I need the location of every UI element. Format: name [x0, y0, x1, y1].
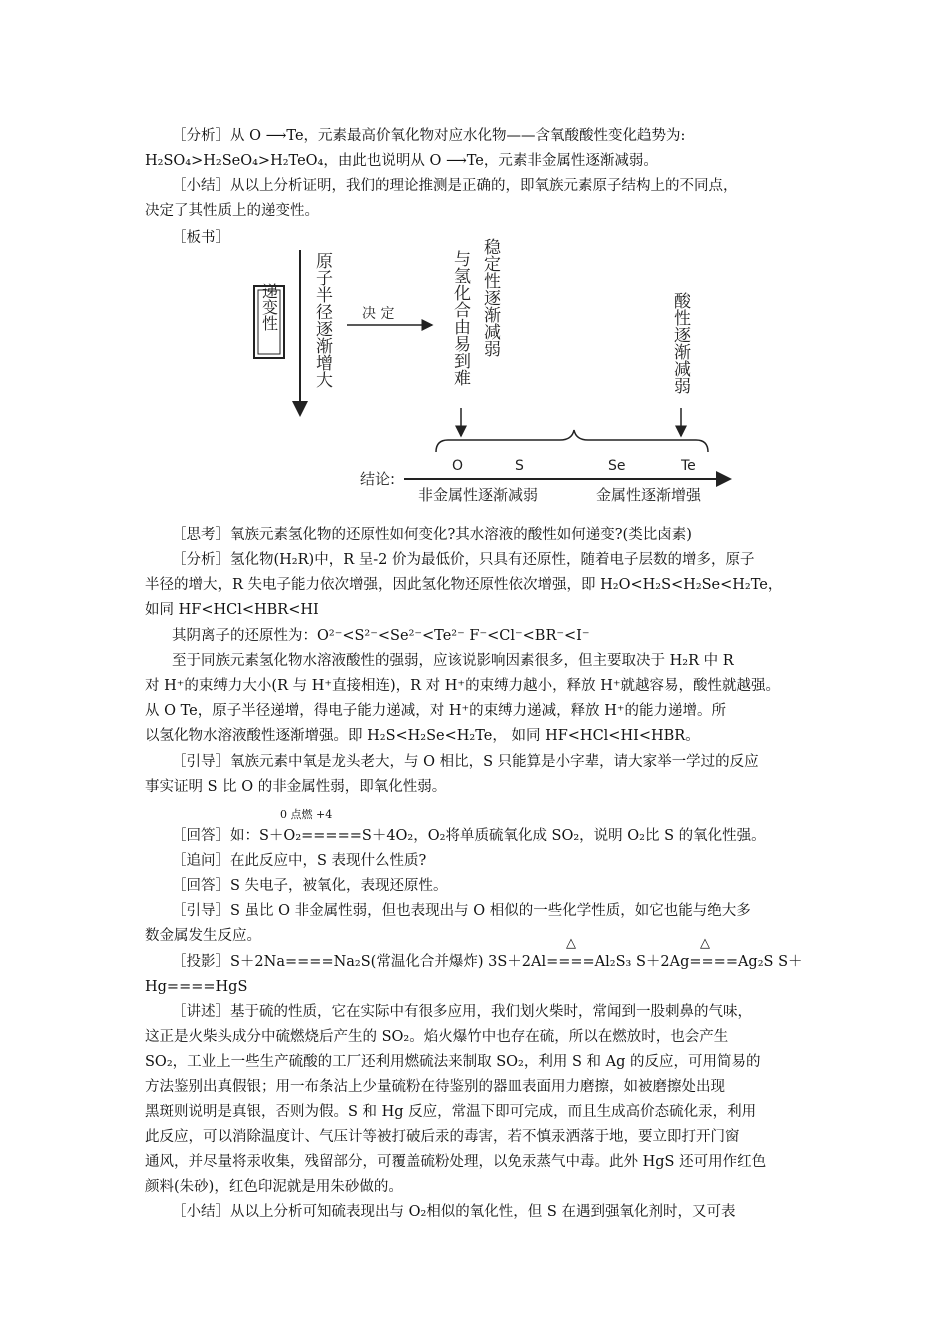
text-line: 对 H⁺的束缚力大小(R 与 H⁺直接相连)，R 对 H⁺的束缚力越小，释放 H⁺就越容易，酸性就越强。 [145, 678, 780, 694]
oxidation-labels: 0 点燃 +4 [280, 808, 333, 821]
element-te: Te [681, 458, 696, 474]
nonmetal-label: 非金属性逐渐减弱 [418, 486, 539, 504]
text-line: ［引导］S 虽比 O 非金属性弱，但也表现出与 O 相似的一些化学性质，如它也能与绝大多 [172, 903, 751, 919]
conclusion-label: 结论: [360, 470, 396, 488]
text-line: 颜料(朱砂)，红色印泥就是用朱砂做的。 [145, 1179, 403, 1195]
text-line: 半径的增大，R 失电子能力依次增强，因此氢化物还原性依次增强，即 H₂O<H₂S<H₂Se<H₂Te， [145, 577, 783, 593]
text-line: 黑斑则说明是真银，否则为假。S 和 Hg 反应，常温下即可完成，而且生成高价态硫化汞，利用 [145, 1104, 757, 1120]
text-line: 通风，并尽量将汞收集，残留部分，可覆盖硫粉处理，以免汞蒸气中毒。此外 HgS 还可用作红色 [145, 1154, 767, 1170]
text-line: ［分析］氢化物(H₂R)中，R 呈-2 价为最低价，只具有还原性，随着电子层数的增多，原子 [172, 552, 755, 568]
heat-symbol: △ [566, 936, 576, 951]
box-label: 递变性 [259, 283, 279, 331]
heat-symbol: △ [700, 936, 710, 951]
text-line: 至于同族元素氢化物水溶液酸性的强弱，应该说影响因素很多，但主要取决于 H₂R 中 R [172, 653, 734, 669]
text-line: ［小结］从以上分析证明，我们的理论推测是正确的，即氧族元素原子结构上的不同点， [172, 178, 738, 194]
text-line: Hg====HgS [145, 979, 248, 995]
text-line: ［分析］从 O ⟶Te，元素最高价氧化物对应水化物——含氧酸酸性变化趋势为: [172, 128, 686, 144]
text-line: 其阴离子的还原性为：O²⁻<S²⁻<Se²⁻<Te²⁻ F⁻<Cl⁻<BR⁻<I⁻ [172, 628, 590, 644]
text-line: ［思考］氧族元素氢化物的还原性如何变化?其水溶液的酸性如何递变?(类比卤素) [172, 527, 692, 543]
col-hydride: 与氢化合由易到难 [450, 250, 470, 386]
decide-label: 决 定 [362, 306, 395, 322]
text-line: ［板书］ [172, 230, 230, 246]
text-line: 事实证明 S 比 O 的非金属性弱，即氧化性弱。 [145, 779, 447, 795]
brace [436, 430, 708, 452]
element-se: Se [608, 458, 626, 474]
text-line: H₂SO₄>H₂SeO₄>H₂TeO₄，由此也说明从 O ⟶Te，元素非金属性逐渐减弱。 [145, 153, 658, 169]
text-line: ［投影］S＋2Na====Na₂S(常温化合并爆炸) 3S＋2Al====Al₂S₃ S＋2Ag====Ag₂S S＋ [172, 954, 803, 970]
text-line: ［讲述］基于硫的性质，它在实际中有很多应用，我们划火柴时，常闻到一股刺鼻的气味， [172, 1004, 752, 1020]
text-line: SO₂，工业上一些生产硫酸的工厂还利用燃硫法来制取 SO₂，利用 S 和 Ag 的反应，可用简易的 [145, 1054, 761, 1070]
text-line: ［引导］氧族元素中氧是龙头老大，与 O 相比，S 只能算是小字辈，请大家举一学过的反应 [172, 754, 759, 770]
text-line: 如同 HF<HCl<HBR<HI [145, 602, 319, 618]
text-line: 这正是火柴头成分中硫燃烧后产生的 SO₂。焰火爆竹中也存在硫，所以在燃放时，也会产生 [145, 1029, 729, 1045]
text-line: 数金属发生反应。 [145, 928, 261, 944]
element-s: S [515, 458, 524, 474]
board-diagram [0, 0, 950, 520]
text-line: ［回答］S 失电子，被氧化，表现还原性。 [172, 878, 448, 894]
col-stability: 稳定性逐渐减弱 [480, 238, 500, 357]
text-line: 方法鉴别出真假银；用一布条沾上少量硫粉在待鉴别的器皿表面用力磨擦，如被磨擦处出现 [145, 1079, 725, 1095]
text-line: 以氢化物水溶液酸性逐渐增强。即 H₂S<H₂Se<H₂Te， 如同 HF<HCl<HI<HBR。 [145, 728, 700, 744]
element-o: O [452, 458, 464, 474]
text-line: ［追问］在此反应中，S 表现什么性质? [172, 853, 427, 869]
text-line: ［回答］如：S＋O₂=====S＋4O₂，O₂将单质硫氧化成 SO₂，说明 O₂比 S 的氧化性强。 [172, 828, 766, 844]
text-line: ［小结］从以上分析可知硫表现出与 O₂相似的氧化性，但 S 在遇到强氧化剂时，又可表 [172, 1204, 736, 1220]
col-radius: 原子半径逐渐增大 [312, 252, 332, 388]
text-line: 此反应，可以消除温度计、气压计等被打破后汞的毒害，若不慎汞洒落于地，要立即打开门窗 [145, 1129, 740, 1145]
col-acidity: 酸性逐渐减弱 [670, 292, 690, 394]
metal-label: 金属性逐渐增强 [596, 486, 702, 504]
text-line: 从 O Te，原子半径递增，得电子能力递减，对 H⁺的束缚力递减，释放 H⁺的能力递增。所 [145, 703, 727, 719]
text-line: 决定了其性质上的递变性。 [145, 203, 319, 219]
